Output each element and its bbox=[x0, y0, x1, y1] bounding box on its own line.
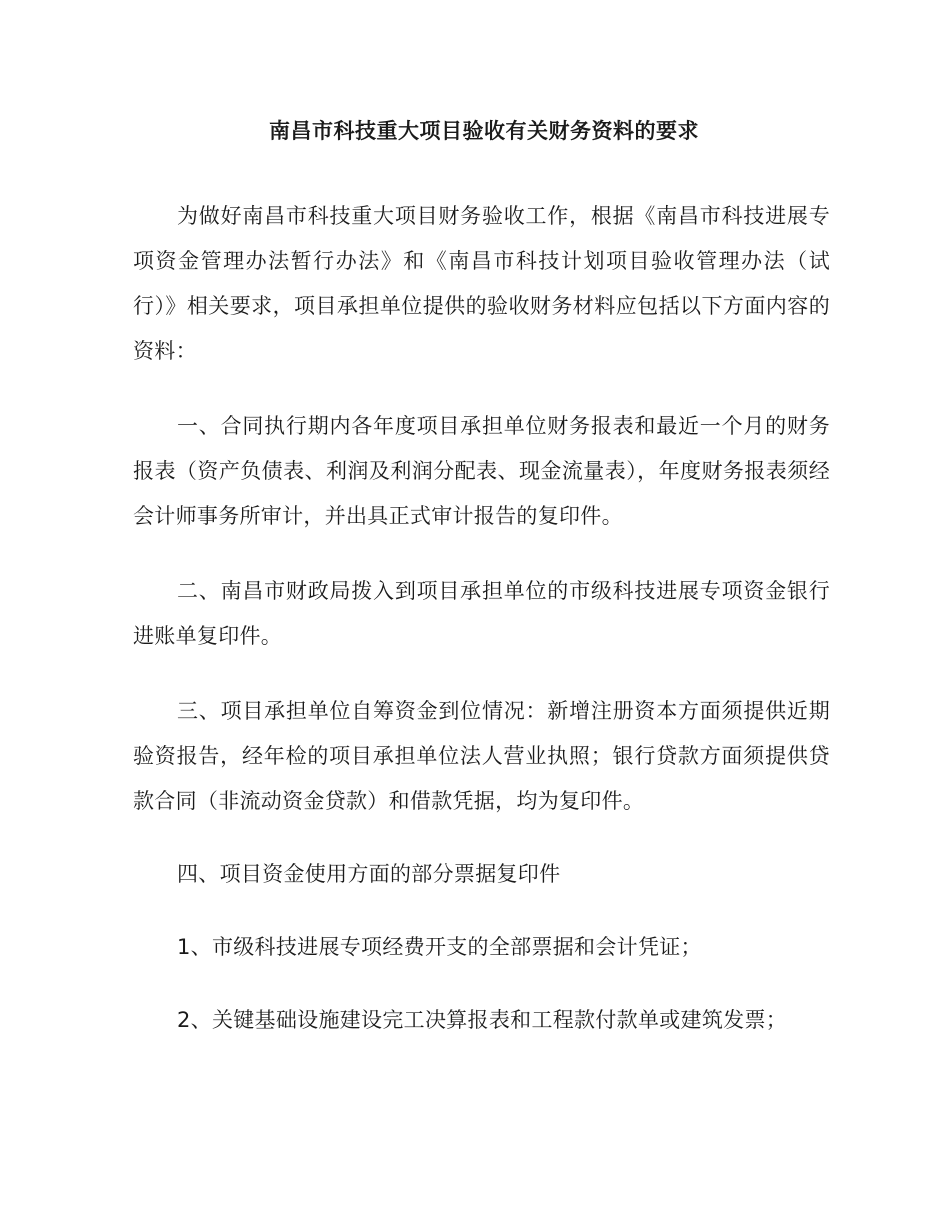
document-title: 南昌市科技重大项目验收有关财务资料的要求 bbox=[269, 119, 699, 143]
section-3-paragraph: 三、项目承担单位自筹资金到位情况：新增注册资本方面须提供近期验资报告，经年检的项目承担单位法人营业执照；银行贷款方面须提供贷款合同（非流动资金贷款）和借款凭据，均为复印件。 bbox=[133, 699, 830, 813]
intro-paragraph: 为做好南昌市科技重大项目财务验收工作，根据《南昌市科技进展专项资金管理办法暂行办法》和《南昌市科技计划项目验收管理办法（试行）》相关要求，项目承担单位提供的验收财务材料应包括以下方面内容的资料： bbox=[133, 204, 830, 363]
list-item-2: 2、关键基础设施建设完工决算报表和工程款付款单或建筑发票； bbox=[177, 1008, 788, 1032]
section-1-paragraph: 一、合同执行期内各年度项目承担单位财务报表和最近一个月的财务报表（资产负债表、利润及利润分配表、现金流量表），年度财务报表须经会计师事务所审计，并出具正式审计报告的复印件。 bbox=[133, 414, 830, 528]
section-4-paragraph: 四、项目资金使用方面的部分票据复印件 bbox=[177, 862, 561, 886]
list-item-1: 1、市级科技进展专项经费开支的全部票据和会计凭证； bbox=[177, 935, 702, 959]
section-2-paragraph: 二、南昌市财政局拨入到项目承担单位的市级科技进展专项资金银行进账单复印件。 bbox=[133, 579, 830, 648]
